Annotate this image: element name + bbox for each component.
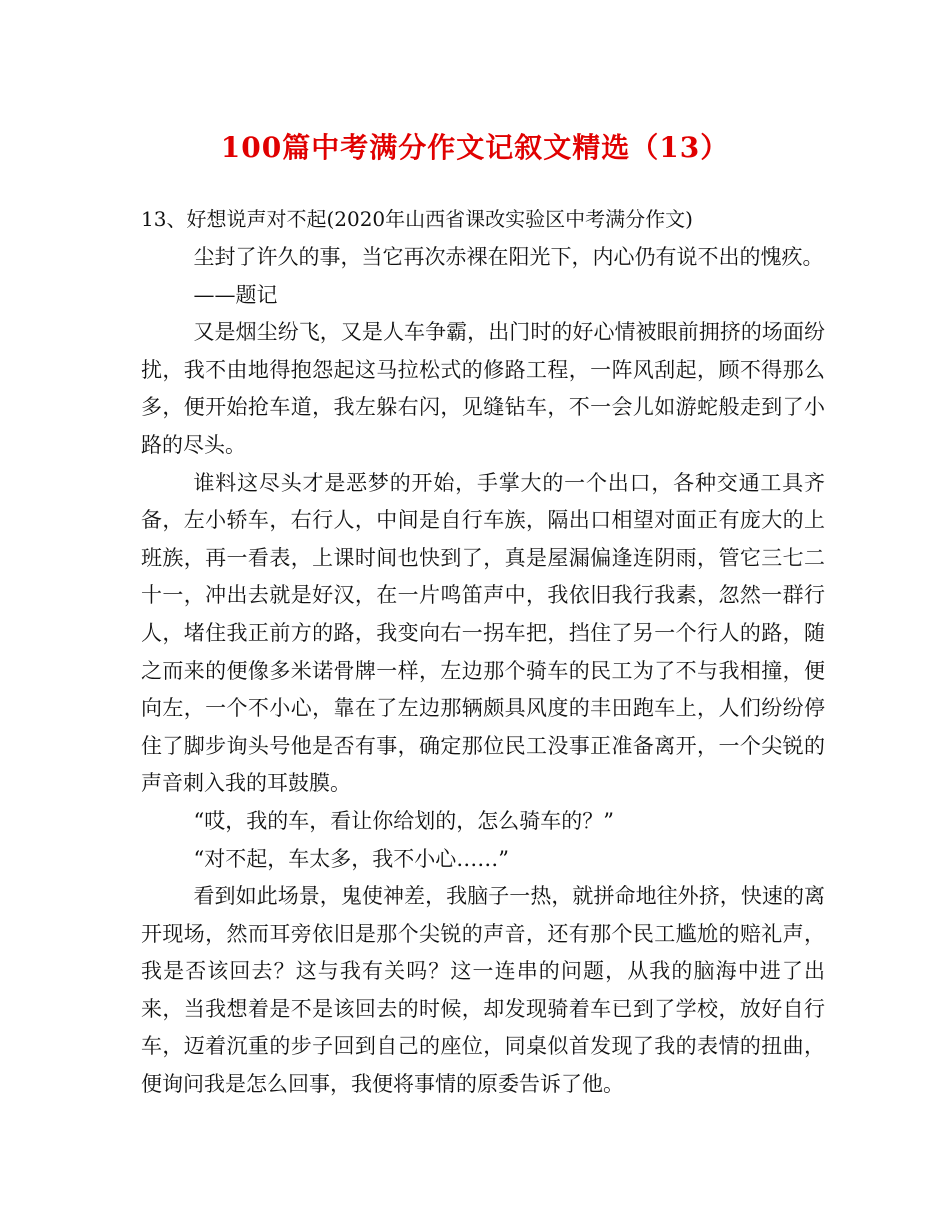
- paragraph-dialogue: “对不起，车太多，我不小心……”: [193, 846, 509, 871]
- document-title: 100篇中考满分作文记叙文精选（13）: [220, 131, 730, 164]
- paragraph: 看到如此场景，鬼使神差，我脑子一热，就拼命地往外挤，快速的离开现场，然而耳旁依旧是那个尖锐的声音，还有那个民工尴尬的赔礼声，我是否该回去？这与我有关吗？这一连串的问题，从我的脑海中进了出来，当我想着是不是该回去的时候，却发现骑着车已到了学校，放好自行车，迈着沉重的步子回到自己的座位，同桌似首发现了我的表情的扭曲，便询问我是怎么回事，我便将事情的原委告诉了他。: [141, 884, 825, 1097]
- paragraph: 谁料这尽头才是恶梦的开始，手掌大的一个出口，各种交通工具齐备，左小轿车，右行人，中间是自行车族，隔出口相望对面正有庞大的上班族，再一看表，上课时间也快到了，真是屋漏偏逢连阴雨，管它三七二十一，冲出去就是好汉，在一片鸣笛声中，我依旧我行我素，忽然一群行人，堵住我正前方的路，我变向右一拐车把，挡住了另一个行人的路，随之而来的便像多米诺骨牌一样，左边那个骑车的民工为了不与我相撞，便向左，一个不小心，靠在了左边那辆颇具风度的丰田跑车上，人们纷纷停住了脚步询头号他是否有事，确定那位民工没事正准备离开，一个尖锐的声音刺入我的耳鼓膜。: [141, 470, 825, 796]
- essay-body: [141, 239, 825, 1104]
- paragraph: 又是烟尘纷飞，又是人车争霸，出门时的好心情被眼前拥挤的场面纷扰，我不由地得抱怨起这马拉松式的修路工程，一阵风刮起，顾不得那么多，便开始抢车道，我左躲右闪，见缝钻车，不一会儿如游蛇般走到了小路的尽头。: [141, 320, 825, 457]
- essay-heading: 13、好想说声对不起(2020年山西省课改实验区中考满分作文): [141, 207, 693, 231]
- paragraph-inscription: ——题记: [193, 282, 278, 307]
- paragraph-preface: 尘封了许久的事，当它再次赤裸在阳光下，内心仍有说不出的愧疚。: [193, 245, 824, 269]
- paragraph-dialogue: “哎，我的车，看让你给划的，怎么骑车的？”: [193, 808, 614, 833]
